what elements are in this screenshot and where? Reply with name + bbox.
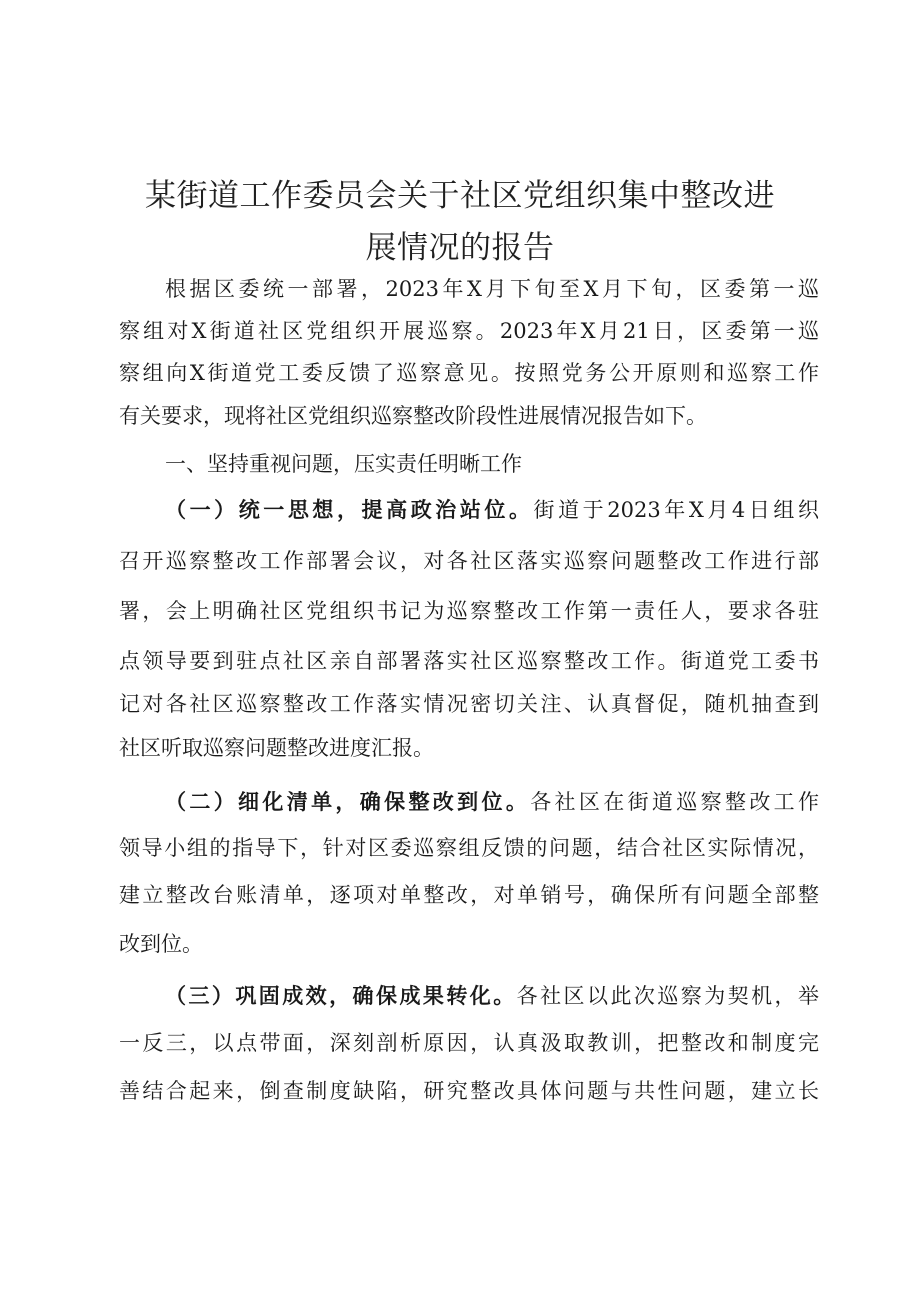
intro-line-2: 察组对X街道社区党组织开展巡察。2023年X月21日，区委第一巡 (119, 319, 819, 343)
paragraph-3-line-2: 一反三，以点带面，深刻剖析原因，认真汲取教训，把整改和制度完 (119, 1031, 819, 1055)
paragraph-2-first-rest: 各社区在街道巡察整改工作 (530, 790, 820, 814)
paragraph-2-line-4: 改到位。 (119, 932, 203, 956)
paragraph-1-line-3: 署，会上明确社区党组织书记为巡察整改工作第一责任人，要求各驻 (119, 599, 819, 623)
paragraph-1-line-6: 社区听取巡察问题整改进度汇报。 (119, 736, 434, 760)
paragraph-1-line-4: 点领导要到驻点社区亲自部署落实社区巡察整改工作。街道党工委书 (119, 649, 819, 673)
paragraph-3-lead: （三）巩固成效，确保成果转化。 (165, 983, 517, 1008)
paragraph-1-lead: （一）统一思想，提高政治站位。 (165, 497, 534, 522)
paragraph-1-first-rest: 街道于2023年X月4日组织 (533, 498, 819, 522)
paragraph-2-line-1 (165, 787, 819, 817)
paragraph-2-lead: （二）细化清单，确保整改到位。 (165, 789, 531, 814)
intro-line-3: 察组向X街道党工委反馈了巡察意见。按照党务公开原则和巡察工作 (119, 361, 819, 385)
paragraph-1-line-2: 召开巡察整改工作部署会议，对各社区落实巡察问题整改工作进行部 (119, 549, 819, 573)
intro-line-4: 有关要求，现将社区党组织巡察整改阶段性进展情况报告如下。 (119, 404, 707, 428)
paragraph-2-line-2: 领导小组的指导下，针对区委巡察组反馈的问题，结合社区实际情况， (119, 836, 819, 860)
paragraph-2-line-3: 建立整改台账清单，逐项对单整改，对单销号，确保所有问题全部整 (119, 883, 819, 907)
section-heading-1: 一、坚持重视问题，压实责任明晰工作 (165, 452, 522, 476)
paragraph-3-line-3: 善结合起来，倒查制度缺陷，研究整改具体问题与共性问题，建立长 (119, 1079, 819, 1103)
paragraph-1-line-1 (165, 495, 819, 525)
paragraph-1-line-5: 记对各社区巡察整改工作落实情况密切关注、认真督促，随机抽查到 (119, 692, 819, 716)
document-title-line-2: 展情况的报告 (365, 230, 555, 266)
paragraph-3-line-1 (165, 981, 819, 1011)
document-title-line-1: 某街道工作委员会关于社区党组织集中整改进 (145, 178, 775, 214)
intro-line-1: 根据区委统一部署，2023年X月下旬至X月下旬，区委第一巡 (165, 277, 819, 301)
paragraph-3-first-rest: 各社区以此次巡察为契机，举 (516, 984, 820, 1008)
